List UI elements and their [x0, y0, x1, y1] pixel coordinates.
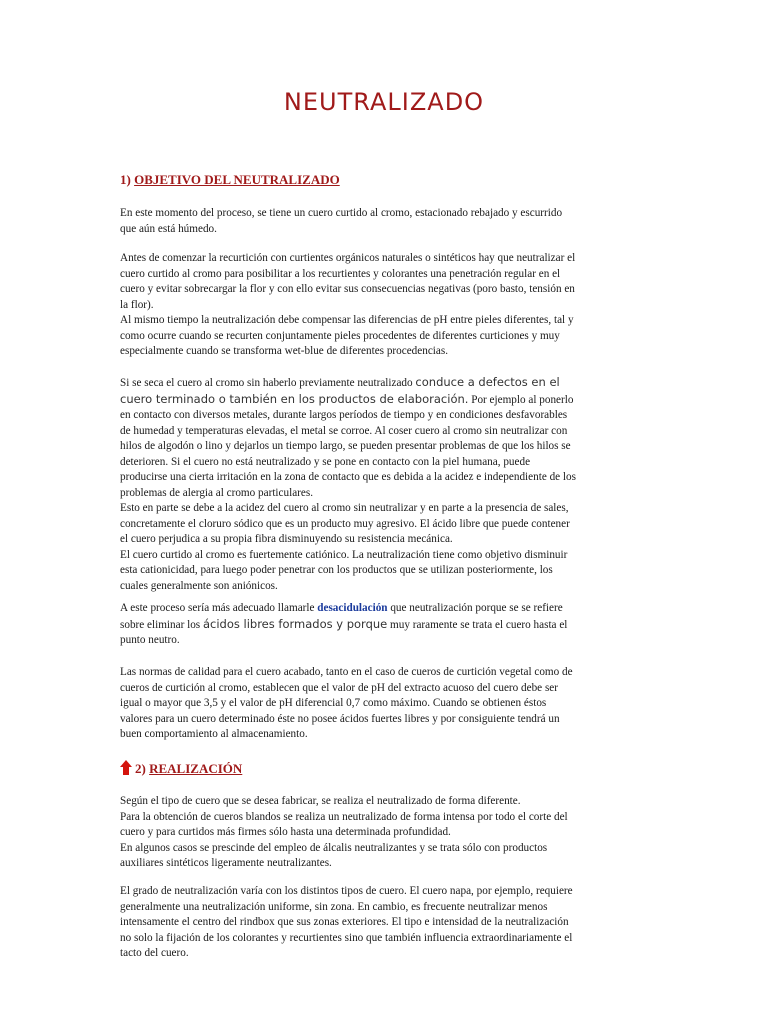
text-line: Antes de comenzar la recurtición con curtientes orgánicos naturales o sintéticos hay que neutralizar el [120, 252, 576, 264]
text-sans: cuero terminado o también en los productos de elaboración. [120, 391, 469, 406]
section-2-title: REALIZACIÓN [149, 761, 243, 776]
paragraph-2 [120, 251, 650, 360]
text-line: valores para un cuero determinado éste no posee ácidos fuertes libres y por consiguiente tendrá un [120, 712, 560, 725]
text-line: El grado de neutralización varía con los distintos tipos de cuero. El cuero napa, por ejemplo, requiere [120, 885, 573, 897]
text-sans: conduce a defectos en el [415, 375, 560, 389]
text-line: esta cationicidad, para luego poder penetrar con los productos que se utilizan posteriormente, los [120, 564, 553, 576]
text-line: concretamente el cloruro sódico que es un producto muy agresivo. El ácido libre que puede contener [120, 517, 570, 530]
section-1-number: 1) [120, 172, 131, 187]
text-line: no solo la fijación de los colorantes y recurtientes sino que también influencia extraordinariamente el [120, 931, 573, 944]
text-serif: que neutralización porque se se refiere [387, 602, 563, 614]
text-line: Las normas de calidad para el cuero acabado, tanto en el caso de cueros de curtición vegetal como de [120, 666, 573, 678]
text-line: En este momento del proceso, se tiene un cuero curtido al cromo, estacionado rebajado y escurrido [120, 207, 563, 219]
text-line: tacto del cuero. [120, 947, 189, 959]
text-line: en contacto con diversos metales, durante largos períodos de tiempo y en condiciones desfavorables [120, 409, 568, 421]
paragraph-3 [120, 375, 650, 594]
section-2-heading [120, 760, 242, 777]
text-line: que aún está húmedo. [120, 222, 217, 235]
section-1-title: OBJETIVO DEL NEUTRALIZADO [134, 172, 340, 187]
text-line: cuero y para curtidos más firmes sólo hasta una determinada profundidad. [120, 826, 451, 838]
text-serif: Si se seca el cuero al cromo sin haberlo previamente neutralizado [120, 377, 416, 389]
arrow-up-icon[interactable] [120, 760, 132, 775]
text-line: Según el tipo de cuero que se desea fabricar, se realiza el neutralizado de forma diferente. [120, 795, 521, 807]
text-line: especialmente cuando se transforma wet-blue de diferentes procedencias. [120, 345, 449, 357]
text-line: producirse una cierta irritación en la zona de contacto que es debida a la acidez e independiente de los [120, 471, 576, 483]
text-line-mixed [120, 601, 650, 617]
keyword-desacidulacion: desacidulación [317, 602, 388, 614]
page-title: NEUTRALIZADO [283, 88, 485, 116]
text-line: En algunos casos se prescinde del empleo de álcalis neutralizantes y se trata sólo con productos [120, 841, 548, 854]
text-line: la flor). [120, 298, 154, 311]
text-line: intensamente el centro del rindbox que sus zonas exteriores. El tipo e intensidad de la neutralización [120, 916, 569, 928]
text-line-mixed [120, 392, 650, 409]
text-line: generalmente una neutralización uniforme, sin zona. En cambio, es frecuente neutralizar menos [120, 900, 548, 913]
text-line: cuales generalmente son aniónicos. [120, 579, 278, 592]
text-line: cuero y evitar sobrecargar la flor y con ello evitar sus consecuencias negativas (poro basto, tensión en [120, 283, 575, 295]
paragraph-5 [120, 665, 650, 743]
text-line: hilos de algodón o lino y dejarlos un tiempo largo, se pueden presentar problemas de que los hilos se [120, 440, 571, 452]
text-line: el cuero perjudica a su propia fibra disminuyendo su resistencia mecánica. [120, 533, 453, 545]
text-line: Al mismo tiempo la neutralización debe compensar las diferencias de pH entre pieles diferentes, tal y [120, 314, 574, 326]
paragraph-4 [120, 601, 650, 649]
section-2-number: 2) [135, 761, 146, 776]
text-line: Esto en parte se debe a la acidez del cuero al cromo sin neutralizar y en parte a la presencia de sales, [120, 502, 569, 514]
text-line: cuero curtido al cromo para posibilitar a los recurtientes y colorantes una penetración regular en el [120, 267, 561, 280]
text-line: buen comportamiento al almacenamiento. [120, 728, 308, 740]
text-sans: ácidos libres formados y porque [202, 616, 388, 631]
text-line: Para la obtención de cueros blandos se realiza un neutralizado de forma intensa por todo el corte del [120, 810, 568, 823]
paragraph-6 [120, 794, 650, 872]
text-line: punto neutro. [120, 634, 180, 646]
text-line-mixed [120, 375, 650, 392]
text-serif: sobre eliminar los [120, 618, 203, 631]
text-line-mixed [120, 617, 650, 634]
text-line: como ocurre cuando se recurten conjuntamente pieles procedentes de diferentes curticiones y muy [120, 329, 560, 342]
text-serif: A este proceso sería más adecuado llamarle [120, 602, 318, 614]
text-line: auxiliares sintéticos ligeramente neutralizantes. [120, 857, 332, 869]
text-line: igual o mayor que 3,5 y el valor de pH diferencial 0,7 como máximo. Cuando se obtienen éstos [120, 697, 547, 709]
section-1-heading [120, 172, 340, 188]
paragraph-1 [120, 206, 650, 237]
text-serif: Por ejemplo al ponerlo [468, 393, 574, 406]
text-line: de humedad y temperaturas elevadas, el metal se corroe. Al coser cuero al cromo sin neutralizar con [120, 424, 568, 437]
paragraph-7 [120, 884, 650, 962]
text-line: cueros de curtición al cromo, establecen que el valor de pH del extracto acuoso del cuero debe ser [120, 681, 558, 694]
text-line: El cuero curtido al cromo es fuertemente catiónico. La neutralización tiene como objetivo disminuir [120, 548, 568, 561]
text-line: problemas de alergia al cromo particulares. [120, 486, 314, 499]
text-serif: muy raramente se trata el cuero hasta el [387, 618, 568, 631]
text-line: deterioren. Si el cuero no está neutralizado y se pone en contacto con la piel humana, puede [120, 455, 531, 468]
